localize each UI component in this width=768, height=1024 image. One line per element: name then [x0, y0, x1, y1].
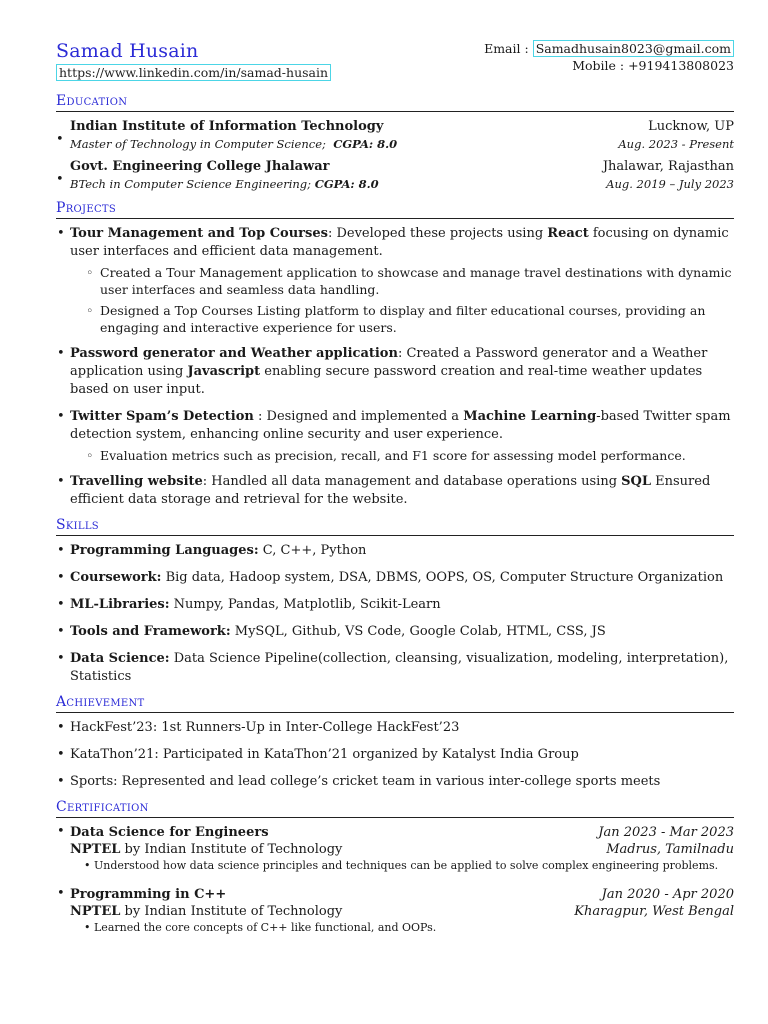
project-subitem: ◦ Designed a Top Courses Listing platform to display and filter educational courses, providing an engaging and interactive experience for users.: [70, 302, 734, 336]
skill-item: • Coursework: Big data, Hadoop system, DSA, DBMS, OOPS, OS, Computer Structure Organization: [56, 569, 734, 587]
project-subitem: ◦ Evaluation metrics such as precision, recall, and F1 score for assessing model performance.: [70, 447, 734, 464]
project-name: Travelling website: [70, 474, 203, 489]
email-link[interactable]: Samadhusain8023@gmail.com: [533, 40, 734, 57]
course-description: • Understood how data science principles and techniques can be applied to solve complex engineering problems.: [70, 858, 734, 874]
institution-name: Indian Institute of Information Technology: [70, 119, 384, 134]
skill-item: • Data Science: Data Science Pipeline(collection, cleansing, visualization, modeling, interpretation), Statistics: [56, 650, 734, 686]
projects-section: [56, 200, 734, 509]
skills-section: [56, 517, 734, 686]
course-description: • Learned the core concepts of C++ like functional, and OOPs.: [70, 920, 734, 936]
bullet-icon: •: [56, 132, 64, 147]
education-section: [56, 93, 734, 192]
degree: Master of Technology in Computer Science;: [70, 137, 326, 151]
course-dates: Jan 2020 - Apr 2020: [601, 887, 734, 902]
resume-header: [56, 40, 734, 81]
project-tech: Machine Learning: [463, 409, 597, 424]
education-dates: Aug. 2019 – July 2023: [606, 177, 734, 191]
project-name: Twitter Spam’s Detection: [70, 409, 254, 424]
certification-item: • Data Science for Engineers Jan 2023 - Mar 2023 NPTEL by Indian Institute of Technology Madrus, Tamilnadu • Understood how data science principles and techniques can be applied to solve complex engineering problems.: [56, 824, 734, 874]
project-item: • Tour Management and Top Courses: Developed these projects using React focusing on dynamic user interfaces and efficient data management. ◦ Created a Tour Management application to showcase and manage travel destinations with dynamic user interfaces and seamless data handling. ◦ Designed a Top Courses Listing platform to display and filter educational courses, providing an engaging and interactive experience for users.: [56, 225, 734, 336]
project-name: Password generator and Weather application: [70, 346, 398, 361]
mobile-line: Mobile : +919413808023: [572, 58, 734, 73]
course-place: Kharagpur, West Bengal: [574, 904, 734, 919]
achievement-item: • Sports: Represented and lead college’s cricket team in various inter-college sports meets: [56, 773, 734, 791]
project-tech: SQL: [621, 474, 652, 489]
course-org: NPTEL: [70, 842, 121, 857]
education-item: [56, 118, 734, 152]
skill-item: • ML-Libraries: Numpy, Pandas, Matplotlib, Scikit-Learn: [56, 596, 734, 614]
project-item: • Password generator and Weather application: Created a Password generator and a Weather application using Javascript enabling secure password creation and real-time weather updates based on user input.: [56, 345, 734, 399]
linkedin-link[interactable]: https://www.linkedin.com/in/samad-husain: [56, 64, 331, 81]
certification-heading: Certification: [56, 799, 734, 818]
degree: BTech in Computer Science Engineering;: [70, 177, 312, 191]
contact-block: [484, 40, 734, 74]
course-name: Data Science for Engineers: [70, 825, 269, 840]
course-place: Madrus, Tamilnadu: [606, 842, 734, 857]
institution-location: Jhalawar, Rajasthan: [602, 159, 734, 174]
education-heading: Education: [56, 93, 734, 112]
certification-item: • Programming in C++ Jan 2020 - Apr 2020 NPTEL by Indian Institute of Technology Kharagpur, West Bengal • Learned the core concepts of C++ like functional, and OOPs.: [56, 886, 734, 936]
bullet-icon: •: [57, 886, 65, 901]
education-item: [56, 158, 734, 192]
project-item: • Twitter Spam’s Detection : Designed and implemented a Machine Learning-based Twitter spam detection system, enhancing online security and user experience. ◦ Evaluation metrics such as precision, recall, and F1 score for assessing model performance.: [56, 408, 734, 464]
skill-item: • Tools and Framework: MySQL, Github, VS Code, Google Colab, HTML, CSS, JS: [56, 623, 734, 641]
institution-name: Govt. Engineering College Jhalawar: [70, 159, 330, 174]
project-name: Tour Management and Top Courses: [70, 226, 328, 241]
bullet-icon: •: [56, 172, 64, 187]
achievement-section: [56, 694, 734, 791]
project-tech: React: [547, 226, 589, 241]
projects-heading: Projects: [56, 200, 734, 219]
course-name: Programming in C++: [70, 887, 227, 902]
project-tech: Javascript: [187, 364, 261, 379]
education-dates: Aug. 2023 - Present: [618, 137, 734, 151]
bullet-icon: •: [57, 824, 65, 839]
achievement-heading: Achievement: [56, 694, 734, 713]
resume-page: [56, 40, 734, 944]
gpa: CGPA: 8.0: [314, 177, 379, 191]
email-line: [484, 40, 734, 57]
skills-heading: Skills: [56, 517, 734, 536]
gpa: CGPA: 8.0: [333, 137, 398, 151]
course-org: NPTEL: [70, 904, 121, 919]
achievement-item: • HackFest’23: 1st Runners-Up in Inter-College HackFest’23: [56, 719, 734, 737]
email-label: Email :: [484, 41, 529, 56]
project-subitem: ◦ Created a Tour Management application to showcase and manage travel destinations with dynamic user interfaces and seamless data handling.: [70, 264, 734, 298]
name-block: [56, 40, 331, 81]
institution-location: Lucknow, UP: [648, 119, 734, 134]
skill-item: • Programming Languages: C, C++, Python: [56, 542, 734, 560]
certification-section: [56, 799, 734, 936]
project-item: • Travelling website: Handled all data management and database operations using SQL Ensured efficient data storage and retrieval for the website.: [56, 473, 734, 509]
achievement-item: • KataThon’21: Participated in KataThon’21 organized by Katalyst India Group: [56, 746, 734, 764]
course-dates: Jan 2023 - Mar 2023: [598, 825, 734, 840]
candidate-name: Samad Husain: [56, 40, 199, 62]
